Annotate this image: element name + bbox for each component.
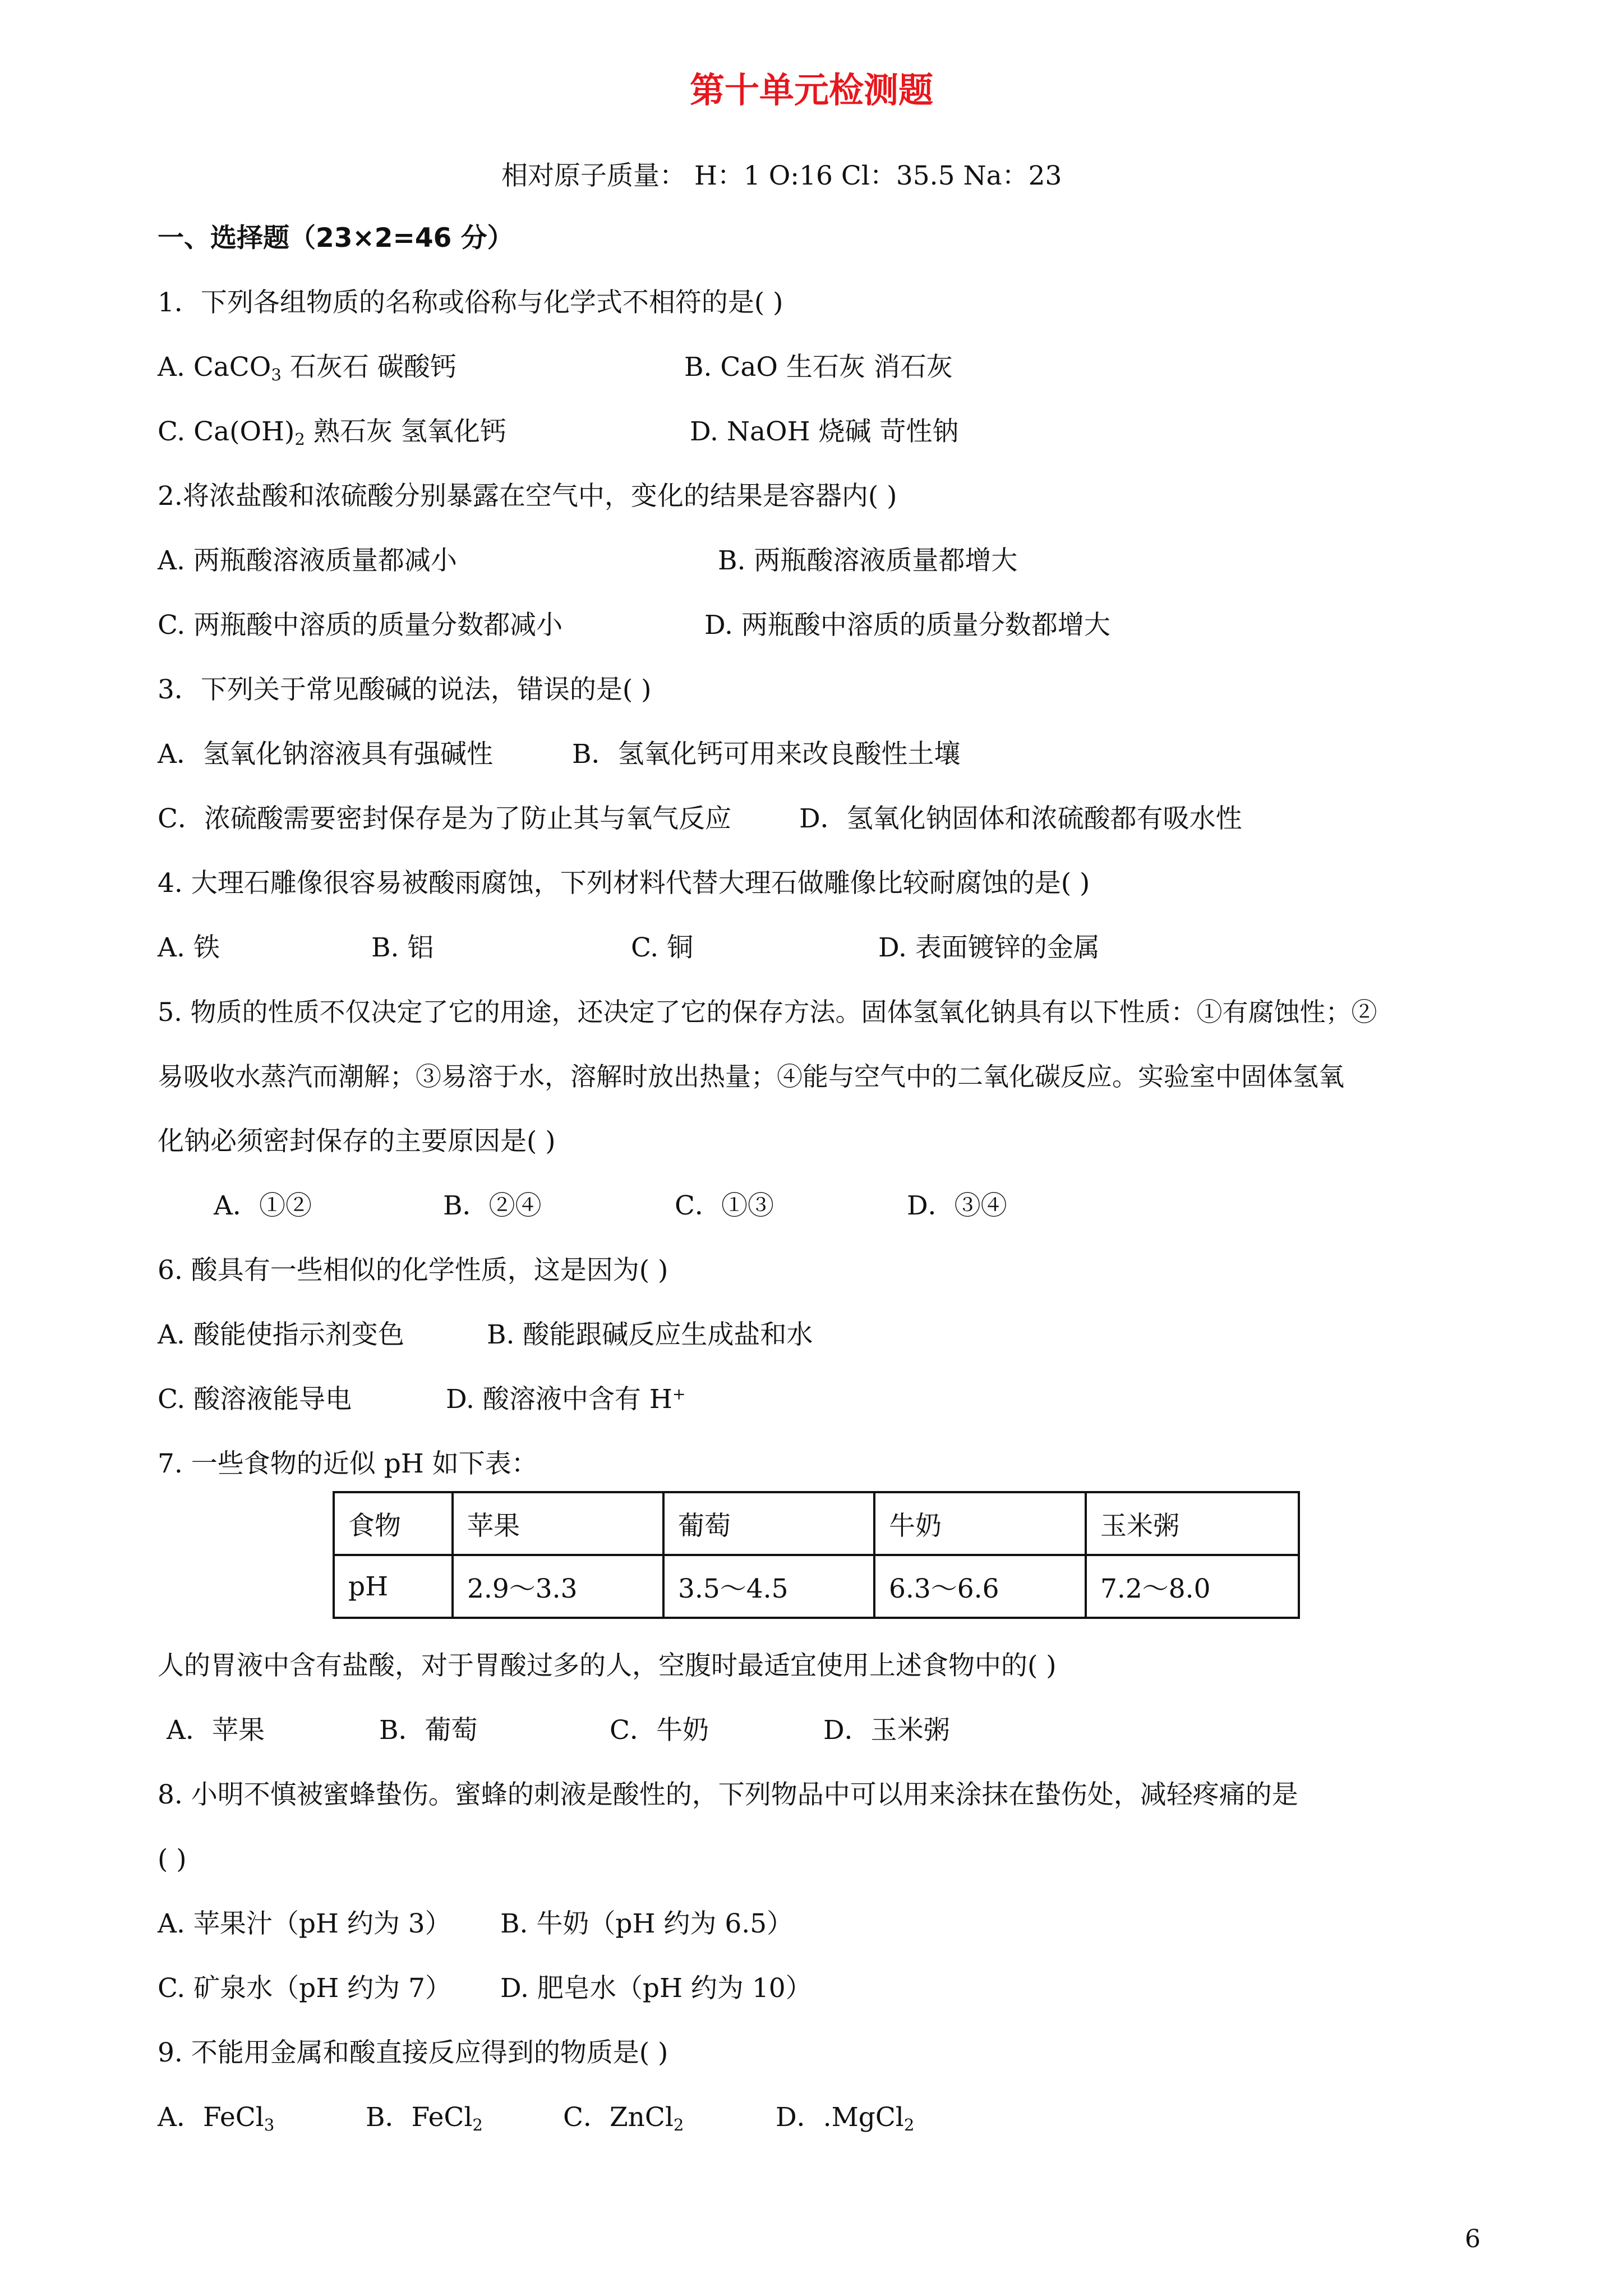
question-6-option-c: C. 酸溶液能导电 <box>158 1384 352 1415</box>
question-8-option-a: A. 苹果汁（pH 约为 3） <box>158 1908 451 1939</box>
question-1-option-b: B. CaO 生石灰 消石灰 <box>684 352 953 383</box>
question-1-option-c: C. $Ca(OH)_2$ 熟石灰 氢氧化钙 <box>158 416 506 449</box>
section-heading-choice: 一、选择题（23×2=46 分） <box>158 223 514 254</box>
question-5-stem-line-1: 5. 物质的性质不仅决定了它的用途，还决定了它的保存方法。固体氢氧化钠具有以下性质：①有腐蚀性；② <box>158 997 1377 1027</box>
question-7-option-c: C．牛奶 <box>610 1715 709 1746</box>
question-3-option-c: C．浓硫酸需要密封保存是为了防止其与氧气反应 <box>158 803 731 834</box>
question-9-stem: 9. 不能用金属和酸直接反应得到的物质是( ) <box>158 2037 668 2068</box>
question-1-option-a: A. CaCO$_3$ 石灰石 碳酸钙 <box>158 352 457 385</box>
table-cell: 食物 <box>334 1492 453 1555</box>
question-5-option-a: A．①② <box>214 1190 312 1221</box>
question-7-option-a: A．苹果 <box>167 1715 265 1746</box>
ph-table <box>333 1491 1300 1619</box>
question-9-option-c: C．ZnCl$_2$ <box>563 2102 684 2135</box>
question-5-option-b: B．②④ <box>443 1190 542 1221</box>
table-cell: 2.9～3.3 <box>453 1555 663 1618</box>
table-cell: 6.3～6.6 <box>874 1555 1086 1618</box>
atomic-mass-line: 相对原子质量： H：1 O:16 Cl：35.5 Na：23 <box>501 160 1062 191</box>
page-title: 第十单元检测题 <box>689 70 933 111</box>
question-6-option-d: D. 酸溶液中含有 H+ <box>446 1384 686 1415</box>
question-5-option-d: D．③④ <box>907 1190 1007 1221</box>
question-8-option-b: B. 牛奶（pH 约为 6.5） <box>500 1908 794 1939</box>
table-cell: 3.5～4.5 <box>663 1555 874 1618</box>
question-7-stem: 7. 一些食物的近似 pH 如下表： <box>158 1448 538 1479</box>
question-1-stem: 1．下列各组物质的名称或俗称与化学式不相符的是( ) <box>158 287 783 318</box>
question-6-option-a: A. 酸能使指示剂变色 <box>158 1319 404 1350</box>
table-cell: pH <box>334 1555 453 1618</box>
question-7-after-table: 人的胃液中含有盐酸，对于胃酸过多的人，空腹时最适宜使用上述食物中的( ) <box>158 1650 1057 1681</box>
question-9-option-d: D．.MgCl$_2$ <box>776 2102 915 2135</box>
table-cell: 7.2～8.0 <box>1086 1555 1299 1618</box>
question-1-option-d: D. NaOH 烧碱 苛性钠 <box>690 416 959 447</box>
question-4-option-c: C. 铜 <box>631 932 694 963</box>
table-cell: 苹果 <box>453 1492 663 1555</box>
table-cell: 牛奶 <box>874 1492 1086 1555</box>
table-row <box>334 1555 1299 1618</box>
question-7-option-d: D．玉米粥 <box>823 1715 950 1746</box>
question-9-option-b: B．FeCl$_2$ <box>366 2102 483 2135</box>
question-9-option-a: A．FeCl$_3$ <box>158 2102 275 2135</box>
page-number: 6 <box>1465 2225 1481 2253</box>
question-7-option-b: B．葡萄 <box>379 1715 478 1746</box>
question-4-option-d: D. 表面镀锌的金属 <box>878 932 1100 963</box>
question-8-option-d: D. 肥皂水（pH 约为 10） <box>500 1973 812 2004</box>
question-3-option-d: D．氢氧化钠固体和浓硫酸都有吸水性 <box>799 803 1242 834</box>
question-2-option-b: B. 两瓶酸溶液质量都增大 <box>718 545 1018 576</box>
question-8-stem-line-2: ( ) <box>158 1844 187 1875</box>
table-cell: 玉米粥 <box>1086 1492 1299 1555</box>
question-6-stem: 6. 酸具有一些相似的化学性质，这是因为( ) <box>158 1255 668 1286</box>
question-2-option-c: C. 两瓶酸中溶质的质量分数都减小 <box>158 610 563 641</box>
question-5-option-c: C．①③ <box>675 1190 774 1221</box>
question-2-stem: 2.将浓盐酸和浓硫酸分别暴露在空气中，变化的结果是容器内( ) <box>158 481 897 512</box>
question-2-option-d: D. 两瓶酸中溶质的质量分数都增大 <box>704 610 1110 641</box>
question-4-stem: 4. 大理石雕像很容易被酸雨腐蚀，下列材料代替大理石做雕像比较耐腐蚀的是( ) <box>158 868 1090 899</box>
question-2-option-a: A. 两瓶酸溶液质量都减小 <box>158 545 457 576</box>
question-8-option-c: C. 矿泉水（pH 约为 7） <box>158 1973 452 2004</box>
question-4-option-b: B. 铝 <box>371 932 434 963</box>
question-3-option-b: B．氢氧化钙可用来改良酸性土壤 <box>572 739 961 770</box>
table-row <box>334 1492 1299 1555</box>
question-6-option-b: B. 酸能跟碱反应生成盐和水 <box>487 1319 813 1350</box>
table-cell: 葡萄 <box>663 1492 874 1555</box>
question-4-option-a: A. 铁 <box>158 932 220 963</box>
question-5-stem-line-3: 化钠必须密封保存的主要原因是( ) <box>158 1126 556 1157</box>
question-3-stem: 3．下列关于常见酸碱的说法，错误的是( ) <box>158 674 652 705</box>
question-3-option-a: A．氢氧化钠溶液具有强碱性 <box>158 739 493 770</box>
question-8-stem-line-1: 8. 小明不慎被蜜蜂蛰伤。蜜蜂的刺液是酸性的，下列物品中可以用来涂抹在蛰伤处，减轻疼痛的是 <box>158 1779 1298 1810</box>
question-5-stem-line-2: 易吸收水蒸汽而潮解；③易溶于水，溶解时放出热量；④能与空气中的二氧化碳反应。实验室中固体氢氧 <box>158 1061 1344 1092</box>
